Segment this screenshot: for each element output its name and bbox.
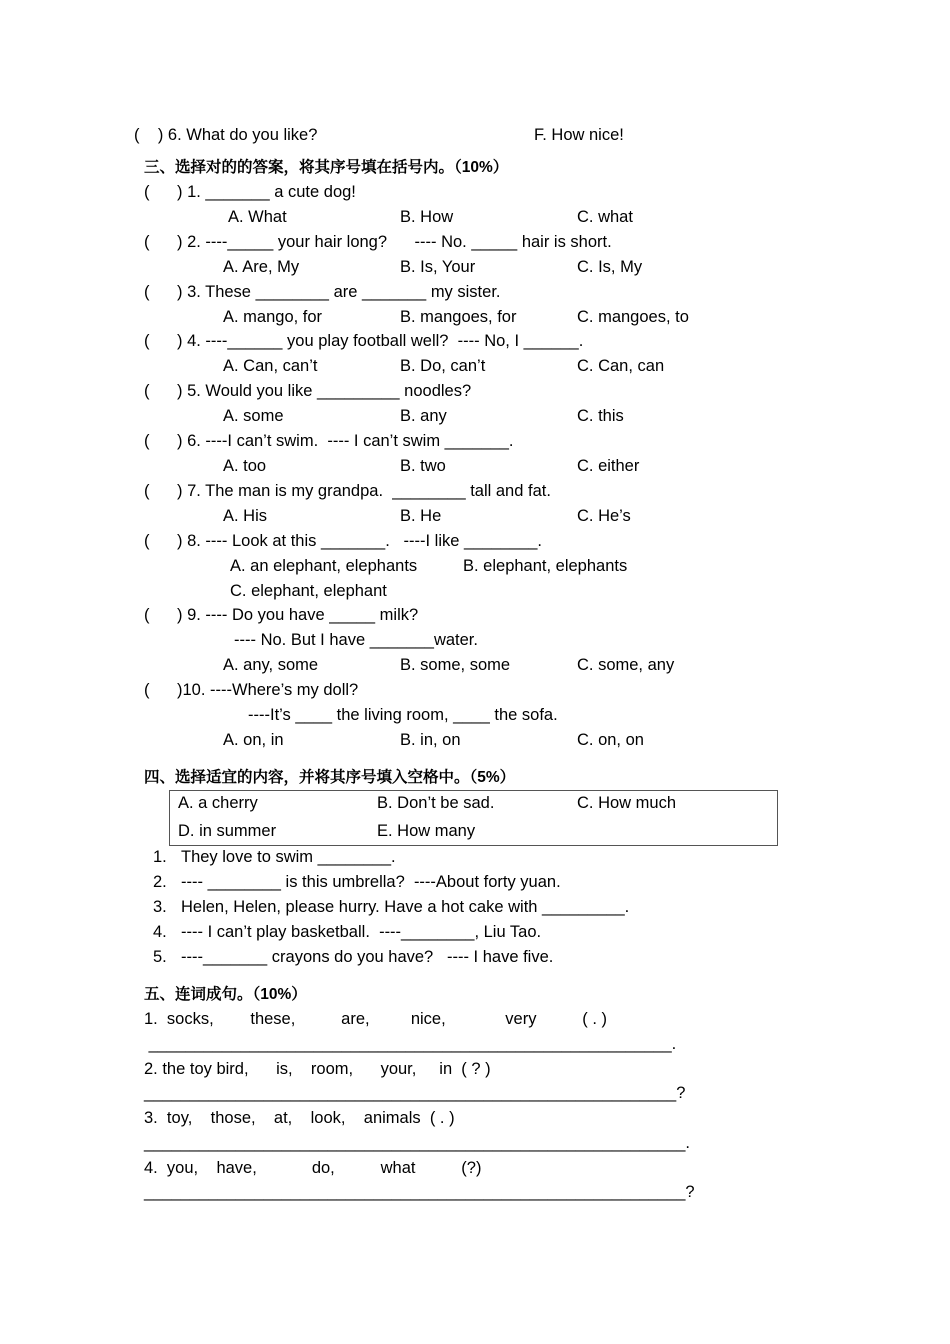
s3-q3-option-c: C. mangoes, to [577,308,689,326]
s3-q3-stem: ( ) 3. These ________ are _______ my sister. [144,283,501,301]
s3-q4-option-a: A. Can, can’t [223,357,318,375]
s3-q1-stem: ( ) 1. _______ a cute dog! [144,183,356,201]
s4-item-2-num: 2. [153,873,167,891]
s4-item-2-text: ---- ________ is this umbrella? ----About forty yuan. [181,873,561,891]
s3-q8-option-a: A. an elephant, elephants [230,557,418,575]
s3-q10-stem: ( )10. ----Where’s my doll? [144,681,359,699]
s3-q4-stem: ( ) 4. ----______ you play football well? ---- No, I ______. [144,332,584,350]
s3-q2-stem: ( ) 2. ----_____ your hair long? ---- No. _____ hair is short. [144,233,612,251]
s4-option-c: C. How much [577,794,677,812]
s5-item-1-blank: _________________________________________________________. [144,1035,677,1053]
top-option-f: F. How nice! [534,126,624,144]
s5-item-2-words: 2. the toy bird, is, room, your, in ( ? ) [144,1060,491,1078]
s5-item-2-blank: __________________________________________________________? [144,1084,686,1102]
s4-item-4-num: 4. [153,923,167,941]
s3-q10-option-a: A. on, in [223,731,284,749]
s5-item-4-words: 4. you, have, do, what (?) [144,1159,482,1177]
s4-option-d: D. in summer [178,822,277,840]
s4-item-5-text: ----_______ crayons do you have? ---- I have five. [181,948,554,966]
s3-q7-option-a: A. His [223,507,268,525]
s3-q2-option-c: C. Is, My [577,258,643,276]
s4-item-1-text: They love to swim ________. [181,848,396,866]
section4-heading: 四、选择适宜的内容，并将其序号填入空格中。（5%） [144,769,516,786]
s3-q5-option-a: A. some [223,407,284,425]
s3-q3-option-a: A. mango, for [223,308,323,326]
s5-item-4-blank: ___________________________________________________________? [144,1183,695,1201]
s5-item-3-blank: ___________________________________________________________. [144,1134,690,1152]
s3-q1-option-c: C. what [577,208,633,226]
s4-item-1-num: 1. [153,848,167,866]
s4-item-3-num: 3. [153,898,167,916]
s3-q9-option-b: B. some, some [400,656,511,674]
s3-q8-option-b: B. elephant, elephants [463,557,628,575]
s4-option-e: E. How many [377,822,476,840]
s3-q7-option-c: C. He’s [577,507,631,525]
s3-q9-sub: ---- No. But I have _______water. [234,631,478,649]
section5-heading: 五、连词成句。（10%） [144,986,307,1003]
s3-q6-stem: ( ) 6. ----I can’t swim. ---- I can’t swim _______. [144,432,514,450]
s3-q10-sub: ----It’s ____ the living room, ____ the sofa. [248,706,558,724]
s5-item-3-words: 3. toy, those, at, look, animals ( . ) [144,1109,455,1127]
s3-q4-option-b: B. Do, can’t [400,357,486,375]
s3-q2-option-b: B. Is, Your [400,258,476,276]
s4-option-b: B. Don’t be sad. [377,794,495,812]
s4-item-5-num: 5. [153,948,167,966]
s4-item-3-text: Helen, Helen, please hurry. Have a hot cake with _________. [181,898,630,916]
s3-q6-option-b: B. two [400,457,446,475]
s3-q9-option-a: A. any, some [223,656,319,674]
section3-heading: 三、选择对的的答案，将其序号填在括号内。（10%） [144,159,509,176]
s3-q10-option-c: C. on, on [577,731,644,749]
s4-item-4-text: ---- I can’t play basketball. ----________, Liu Tao. [181,923,542,941]
s3-q9-option-c: C. some, any [577,656,675,674]
s3-q9-stem: ( ) 9. ---- Do you have _____ milk? [144,606,419,624]
s3-q5-option-b: B. any [400,407,447,425]
s3-q6-option-c: C. either [577,457,640,475]
s3-q7-stem: ( ) 7. The man is my grandpa. ________ tall and fat. [144,482,551,500]
s5-item-1-words: 1. socks, these, are, nice, very ( . ) [144,1010,608,1028]
s3-q3-option-b: B. mangoes, for [400,308,517,326]
s3-q4-option-c: C. Can, can [577,357,665,375]
s3-q2-option-a: A. Are, My [223,258,300,276]
s4-option-a: A. a cherry [178,794,258,812]
s3-q6-option-a: A. too [223,457,267,475]
s3-q10-option-b: B. in, on [400,731,461,749]
top-question-6: ( ) 6. What do you like? [134,126,318,144]
s3-q1-option-b: B. How [400,208,454,226]
s3-q5-stem: ( ) 5. Would you like _________ noodles? [144,382,472,400]
s3-q8-stem: ( ) 8. ---- Look at this _______. ----I like ________. [144,532,543,550]
s3-q1-option-a: A. What [228,208,287,226]
s3-q8-option-c: C. elephant, elephant [230,582,387,600]
s3-q5-option-c: C. this [577,407,624,425]
s3-q7-option-b: B. He [400,507,442,525]
